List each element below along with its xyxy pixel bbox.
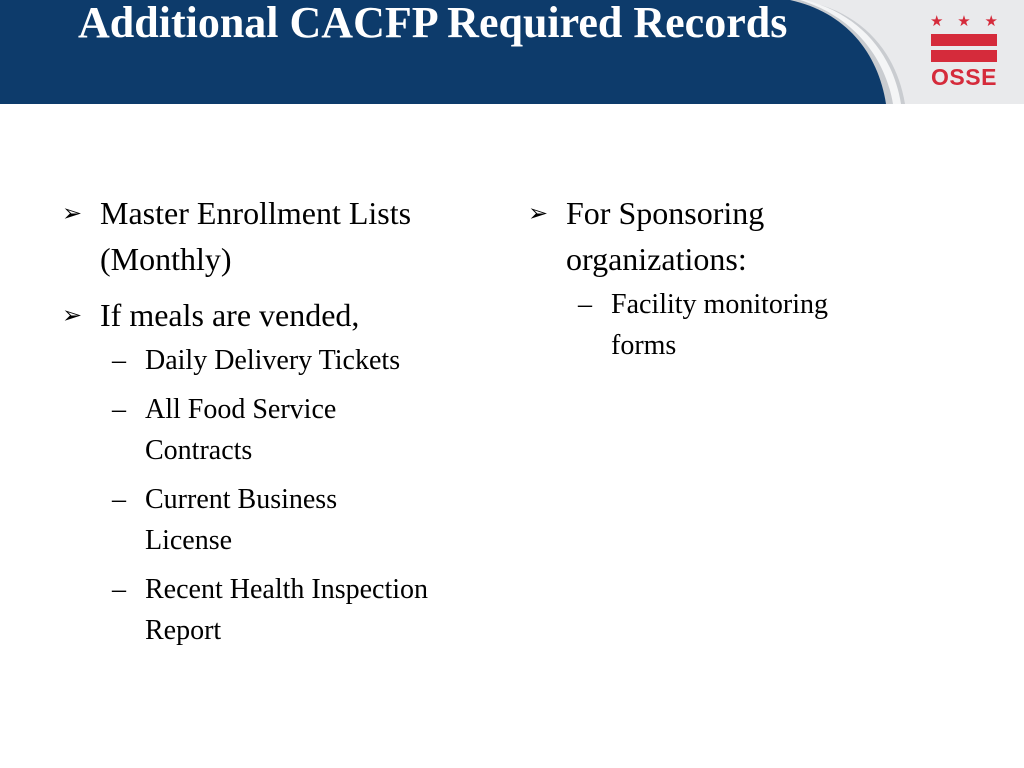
header-banner bbox=[0, 0, 1024, 104]
sub-bullet-text: Daily Delivery Tickets bbox=[145, 345, 401, 376]
dash-bullet-icon: – bbox=[112, 345, 126, 376]
star-icon: ★ bbox=[930, 12, 944, 30]
logo-bar bbox=[931, 34, 997, 46]
logo-text: OSSE bbox=[931, 64, 997, 90]
arrow-bullet-icon: ➢ bbox=[62, 301, 83, 329]
sub-bullet-text: Recent Health Inspection Report bbox=[145, 574, 429, 646]
star-icon: ★ bbox=[984, 12, 998, 30]
bullet-text: For Sponsoring organizations: bbox=[566, 195, 765, 277]
arrow-bullet-icon: ➢ bbox=[62, 199, 83, 227]
logo-stars bbox=[926, 12, 1002, 30]
right-column bbox=[528, 190, 908, 374]
bullet-item bbox=[528, 190, 908, 282]
bullet-item bbox=[62, 292, 502, 338]
sub-bullet-text: Facility monitoring forms bbox=[611, 289, 828, 361]
sub-bullet-item bbox=[112, 389, 502, 471]
dash-bullet-icon: – bbox=[578, 289, 592, 320]
sub-bullet-list bbox=[528, 284, 908, 366]
bullet-text: If meals are vended, bbox=[100, 297, 360, 333]
dash-bullet-icon: – bbox=[112, 574, 126, 605]
sub-bullet-text: All Food Service Contracts bbox=[145, 394, 337, 466]
slide-title: Additional CACFP Required Records bbox=[78, 0, 788, 47]
sub-bullet-item bbox=[112, 569, 502, 651]
arrow-bullet-icon: ➢ bbox=[528, 199, 549, 227]
left-column bbox=[62, 190, 502, 659]
logo-bar bbox=[931, 50, 997, 62]
bullet-item bbox=[62, 190, 502, 282]
sub-bullet-text: Current Business License bbox=[145, 484, 338, 556]
sub-bullet-item bbox=[112, 479, 502, 561]
sub-bullet-item bbox=[578, 284, 908, 366]
dash-bullet-icon: – bbox=[112, 484, 126, 515]
bullet-text: Master Enrollment Lists (Monthly) bbox=[100, 195, 412, 277]
sub-bullet-item bbox=[112, 340, 502, 381]
osse-logo bbox=[926, 12, 1002, 92]
dash-bullet-icon: – bbox=[112, 394, 126, 425]
star-icon: ★ bbox=[957, 12, 971, 30]
sub-bullet-list bbox=[62, 340, 502, 651]
